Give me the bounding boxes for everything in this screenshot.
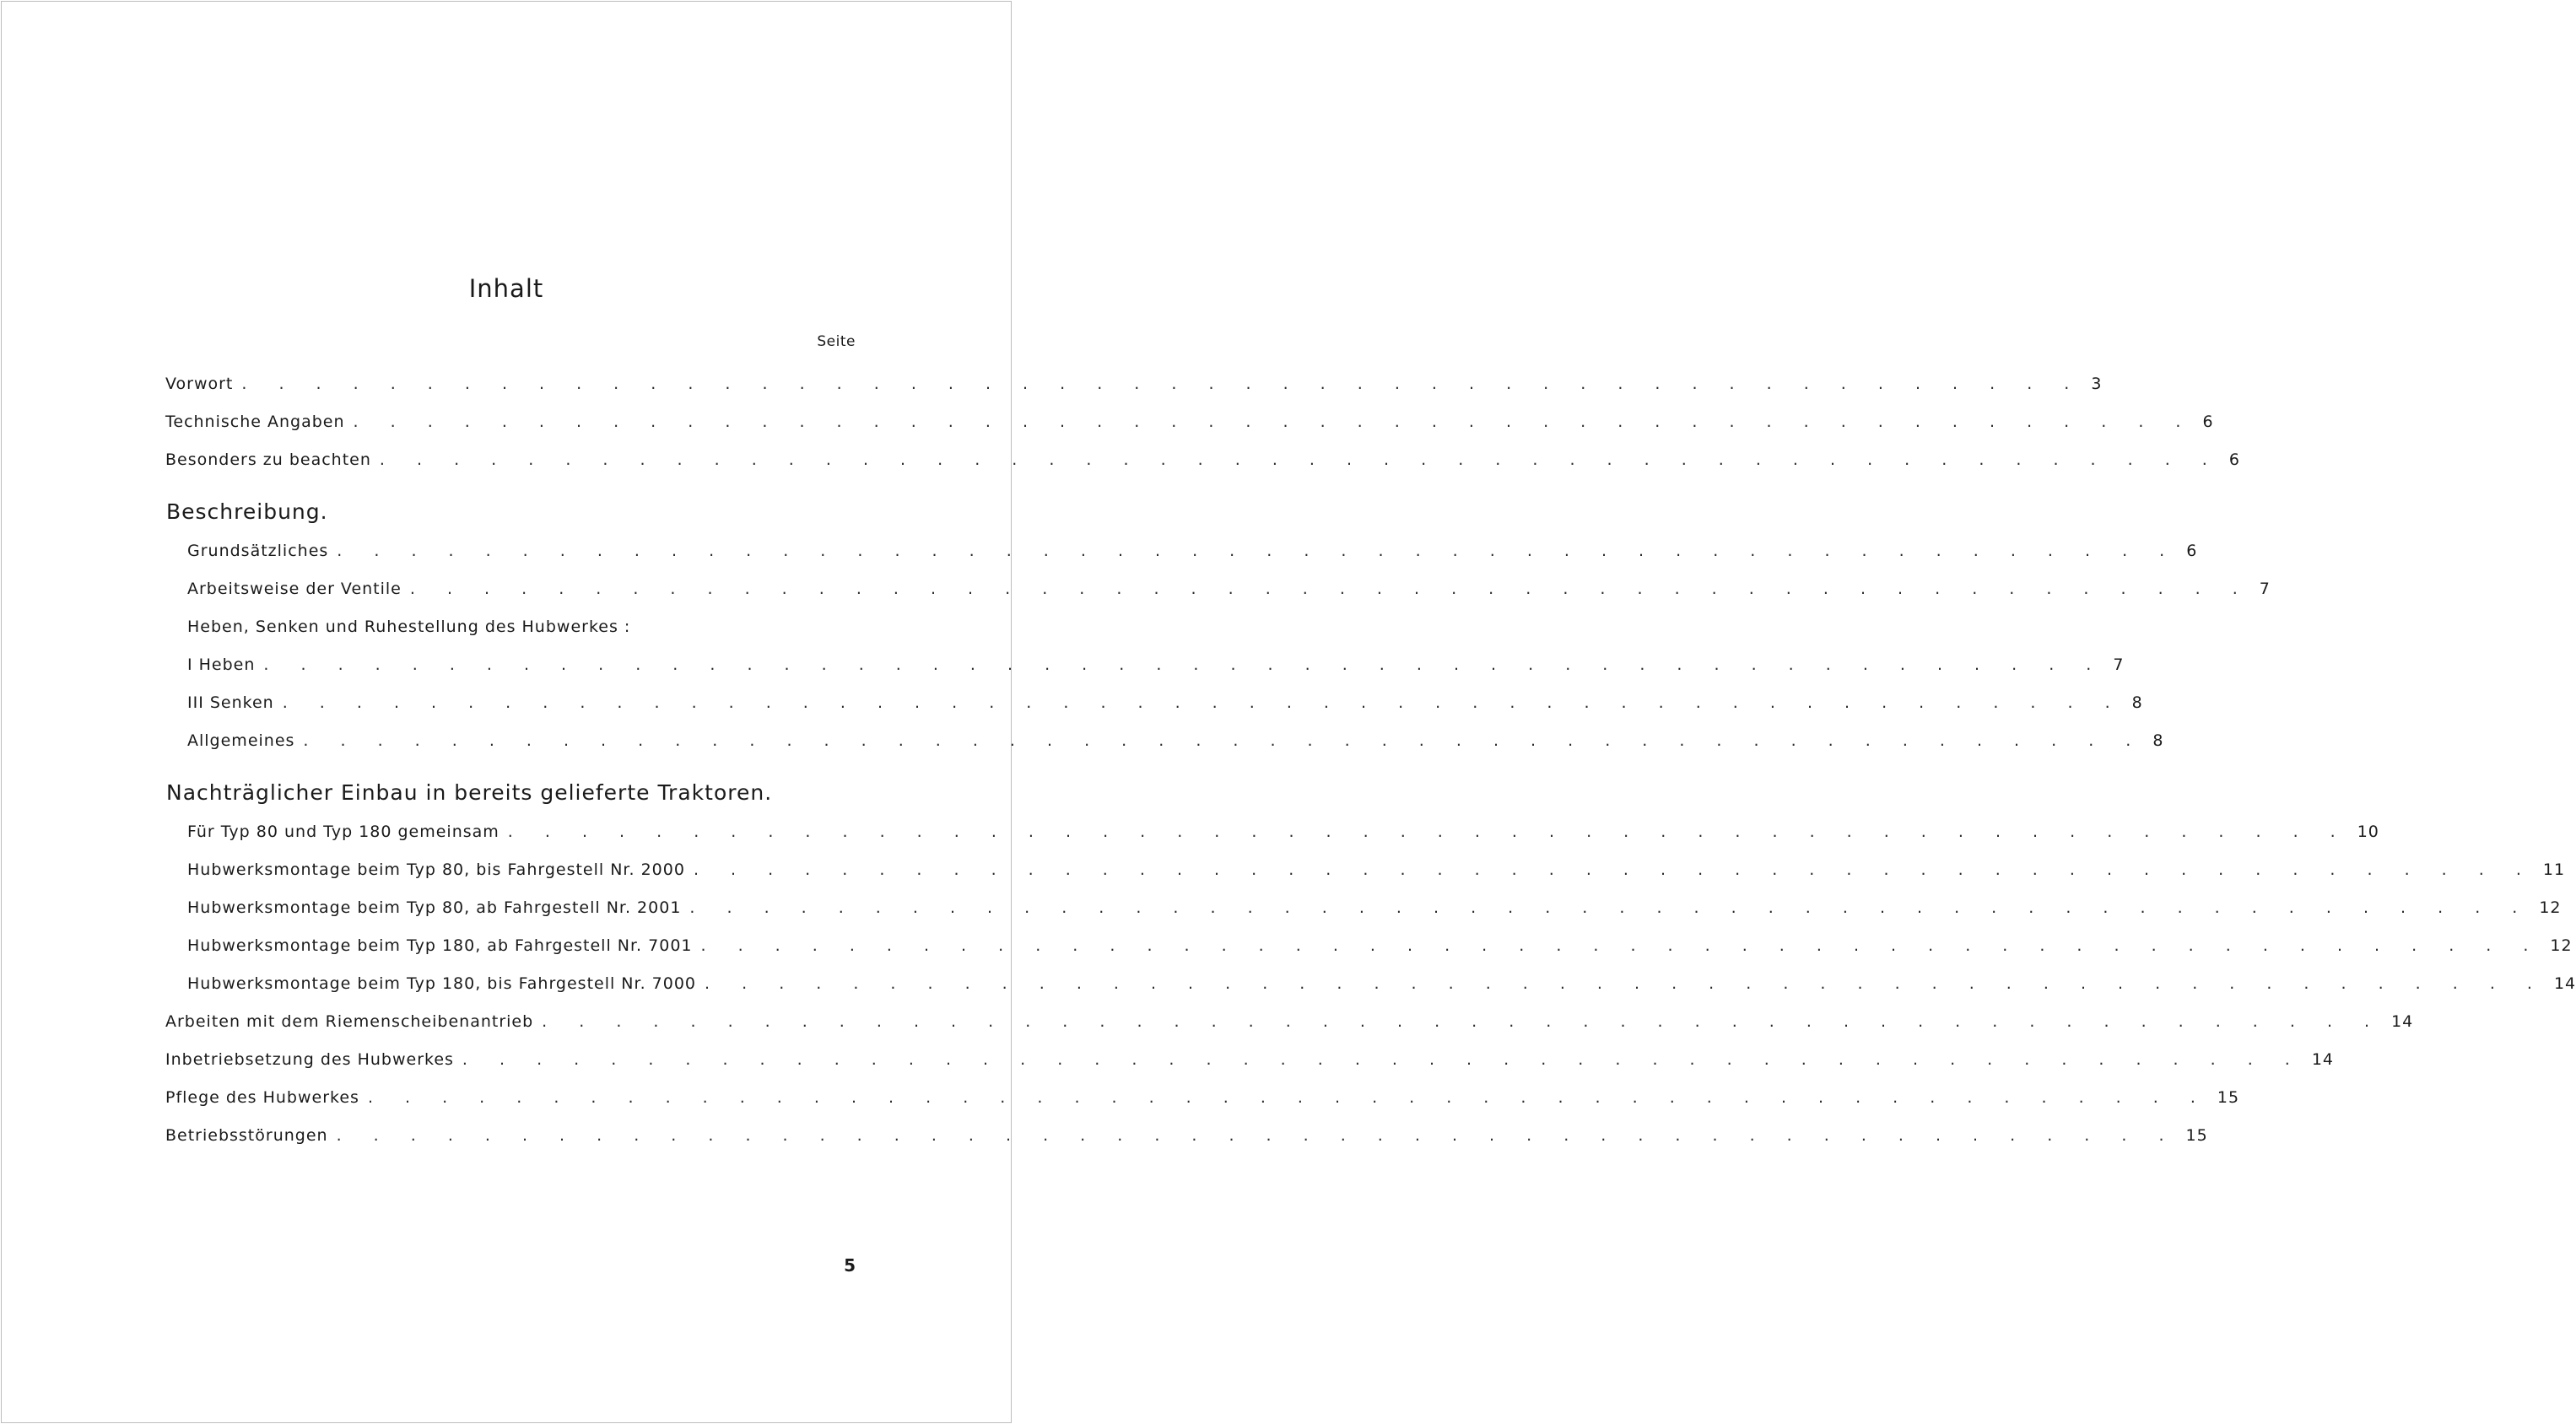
dot-leader: . . . . . . . . . . . . . . . . . . . . . . . . . . . . . . . . . . . . . . . . . . . . . . . . . . [263,655,2105,674]
toc-entry-label: Inbetriebsetzung des Hubwerkes [165,1050,454,1069]
toc-entry-page: 15 [2185,1126,2208,1145]
toc-entry-label: Hubwerksmontage beim Typ 180, bis Fahrgestell Nr. 7000 [187,974,697,993]
toc-entry-typ-80-ab-2001[interactable] [187,895,2562,917]
page-number: 5 [844,1255,856,1276]
dot-leader: . . . . . . . . . . . . . . . . . . . . . . . . . . . . . . . . . . . . . . . . . . . . . . . . . . [282,693,2124,712]
toc-entry-betriebsstoerungen[interactable] [165,1123,2208,1145]
toc-entry-label: Besonders zu beachten [165,450,371,469]
dot-leader: . . . . . . . . . . . . . . . . . . . . . . . . . . . . . . . . . . . . . . . . . . . . . . . . . . [303,731,2145,750]
toc-entry-page: 14 [2311,1050,2335,1069]
toc-entry-page: 10 [2357,823,2379,841]
toc-entry-allgemeines[interactable] [187,728,2164,750]
dot-leader: . . . . . . . . . . . . . . . . . . . . . . . . . . . . . . . . . . . . . . . . . . . . . . . . . . [689,898,2531,917]
toc-entry-besonders-zu-beachten[interactable] [165,447,2240,469]
toc-entry-technische-angaben[interactable] [165,409,2214,431]
toc-entry-typ-180-bis-7000[interactable] [187,971,2576,993]
toc-entry-page: 15 [2217,1088,2240,1107]
toc-entry-typ-80-und-180[interactable] [187,819,2379,841]
dot-leader: . . . . . . . . . . . . . . . . . . . . . . . . . . . . . . . . . . . . . . . . . . . . . . . . . . [367,1088,2209,1107]
toc-entry-typ-180-ab-7001[interactable] [187,933,2573,955]
toc-entry-label: Hubwerksmontage beim Typ 180, ab Fahrgestell Nr. 7001 [187,936,693,955]
toc-entry-label: Arbeitsweise der Ventile [187,580,402,598]
dot-leader: . . . . . . . . . . . . . . . . . . . . . . . . . . . . . . . . . . . . . . . . . . . . . . . . . . [462,1050,2303,1069]
toc-entry-page: 7 [2259,580,2271,598]
toc-entry-page: 7 [2113,655,2125,674]
toc-entry-page: 11 [2542,860,2566,879]
toc-entry-riemenscheibenantrieb[interactable] [165,1009,2414,1031]
toc-entry-label: Grundsätzliches [187,542,329,560]
dot-leader: . . . . . . . . . . . . . . . . . . . . . . . . . . . . . . . . . . . . . . . . . . . . . . . . . . [353,413,2195,431]
dot-leader: . . . . . . . . . . . . . . . . . . . . . . . . . . . . . . . . . . . . . . . . . . . . . . . . . . [241,375,2083,393]
toc-entry-label: III Senken [187,693,274,712]
dot-leader: . . . . . . . . . . . . . . . . . . . . . . . . . . . . . . . . . . . . . . . . . . . . . . . . . . [337,542,2179,560]
section-heading-nachtraeglicher-einbau: Nachträglicher Einbau in bereits gelieferte Traktoren. [166,780,773,805]
toc-entry-typ-80-bis-2000[interactable] [187,857,2566,879]
toc-entry-arbeitsweise-der-ventile[interactable] [187,576,2271,598]
toc-title: Inhalt [468,274,544,303]
toc-entry-page: 14 [2553,974,2576,993]
toc-entry-label: Hubwerksmontage beim Typ 80, ab Fahrgestell Nr. 2001 [187,898,682,917]
toc-entry-page: 6 [2202,413,2214,431]
toc-entry-page: 8 [2131,693,2143,712]
toc-entry-page: 6 [2186,542,2198,560]
toc-entry-inbetriebsetzung[interactable] [165,1047,2335,1069]
dot-leader: . . . . . . . . . . . . . . . . . . . . . . . . . . . . . . . . . . . . . . . . . . . . . . . . . . [379,450,2221,469]
page-frame [1,1,1012,1423]
toc-entry-label: Allgemeines [187,731,295,750]
toc-entry-label: Technische Angaben [165,413,345,431]
toc-entry-label: Arbeiten mit dem Riemenscheibenantrieb [165,1012,534,1031]
toc-entry-page: 8 [2152,731,2164,750]
toc-entry-label: Hubwerksmontage beim Typ 80, bis Fahrgestell Nr. 2000 [187,860,685,879]
toc-entry-page: 6 [2228,450,2240,469]
section-heading-beschreibung: Beschreibung. [166,499,328,524]
toc-entry-label: Vorwort [165,375,234,393]
toc-entry-label: I Heben [187,655,256,674]
dot-leader: . . . . . . . . . . . . . . . . . . . . . . . . . . . . . . . . . . . . . . . . . . . . . . . . . . [693,860,2535,879]
toc-entry-page: 12 [2550,936,2573,955]
toc-entry-page: 14 [2391,1012,2414,1031]
toc-subheading-heben-senken: Heben, Senken und Ruhestellung des Hubwerkes : [187,618,631,636]
dot-leader: . . . . . . . . . . . . . . . . . . . . . . . . . . . . . . . . . . . . . . . . . . . . . . . . . . [336,1126,2178,1145]
toc-entry-page: 3 [2091,375,2103,393]
dot-leader: . . . . . . . . . . . . . . . . . . . . . . . . . . . . . . . . . . . . . . . . . . . . . . . . . . [507,823,2349,841]
dot-leader: . . . . . . . . . . . . . . . . . . . . . . . . . . . . . . . . . . . . . . . . . . . . . . . . . . [409,580,2251,598]
dot-leader: . . . . . . . . . . . . . . . . . . . . . . . . . . . . . . . . . . . . . . . . . . . . . . . . . . [705,974,2546,993]
toc-entry-heben[interactable] [187,652,2125,674]
dot-leader: . . . . . . . . . . . . . . . . . . . . . . . . . . . . . . . . . . . . . . . . . . . . . . . . . . [542,1012,2384,1031]
dot-leader: . . . . . . . . . . . . . . . . . . . . . . . . . . . . . . . . . . . . . . . . . . . . . . . . . . [700,936,2542,955]
toc-entry-label: Pflege des Hubwerkes [165,1088,359,1107]
toc-entry-grundsaetzliches[interactable] [187,538,2198,560]
toc-entry-label: Betriebsstörungen [165,1126,328,1145]
toc-entry-senken[interactable] [187,690,2143,712]
toc-entry-page: 12 [2539,898,2562,917]
toc-entry-vorwort[interactable] [165,371,2103,393]
toc-entry-pflege[interactable] [165,1085,2240,1107]
toc-entry-label: Für Typ 80 und Typ 180 gemeinsam [187,823,500,841]
page-column-label: Seite [817,333,856,350]
